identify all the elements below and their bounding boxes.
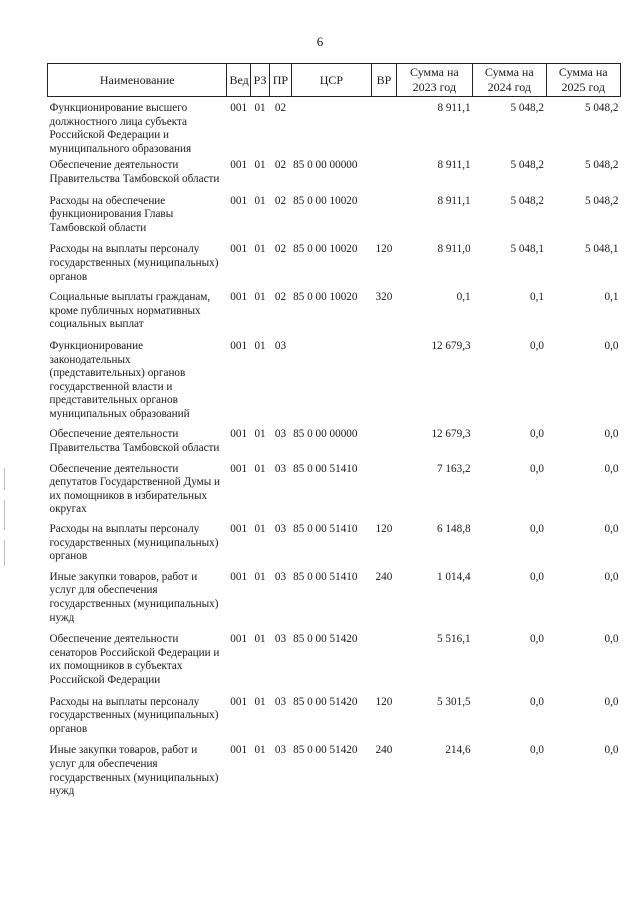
row-sum-2024: 0,0: [530, 462, 544, 475]
row-csr: 85 0 00 51420: [293, 744, 358, 757]
header-sum-2023: Сумма на 2023 год: [396, 64, 472, 97]
row-sum-2025: 5 048,2: [584, 102, 619, 114]
row-vr: 120: [375, 695, 393, 708]
row-ved: 001: [230, 744, 248, 757]
row-ved: 001: [230, 523, 248, 536]
row-sum-2025: 0,1: [604, 291, 619, 304]
row-name: Обеспечение деятельности Правительства Тамбовской области: [49, 428, 220, 455]
table-row: [48, 517, 621, 564]
row-name: Расходы на выплаты персоналу государственных (муниципальных) органов: [49, 243, 219, 283]
row-ved: 001: [230, 633, 248, 646]
table-row: [48, 156, 621, 186]
table-row: [48, 332, 621, 422]
row-sum-2025: 0,0: [604, 695, 619, 708]
row-pr: 02: [274, 102, 287, 114]
row-sum-2025: 0,0: [604, 633, 619, 646]
row-name: Расходы на выплаты персоналу государственных (муниципальных) органов: [49, 523, 219, 563]
row-sum-2023: 6 148,8: [437, 523, 471, 536]
row-vr: 120: [375, 243, 393, 256]
row-ved: 001: [230, 159, 248, 172]
row-ved: 001: [230, 428, 248, 441]
row-vr: [372, 156, 396, 186]
row-rz: 01: [254, 695, 266, 708]
table-row: [48, 235, 621, 284]
row-name: Функционирование высшего должностного лица субъекта Российской Федерации и муниципального образования: [49, 102, 192, 155]
row-name: Иные закупки товаров, работ и услуг для обеспечения государственных (муниципальных) нужд: [49, 744, 219, 798]
row-sum-2024: 0,0: [530, 523, 544, 536]
row-rz: 01: [254, 102, 266, 114]
row-sum-2024: 5 048,2: [510, 194, 544, 207]
row-rz: 01: [254, 339, 266, 352]
row-name: Расходы на выплаты персоналу государственных (муниципальных) органов: [49, 695, 219, 735]
row-csr: 85 0 00 51420: [293, 633, 358, 646]
row-sum-2023: 12 679,3: [431, 339, 471, 352]
table-row: [48, 564, 621, 625]
budget-table: [47, 63, 621, 799]
row-vr: [372, 332, 396, 422]
table-row: [48, 688, 621, 737]
row-csr: 85 0 00 51410: [293, 570, 358, 583]
row-vr: [372, 625, 396, 687]
table-row: [48, 736, 621, 798]
header-vr: ВР: [372, 64, 396, 97]
row-sum-2024: 5 048,1: [510, 243, 544, 256]
row-vr: [372, 421, 396, 455]
row-sum-2023: 8 911,1: [437, 194, 471, 207]
margin-scan-mark: [4, 468, 5, 490]
row-sum-2025: 5 048,2: [584, 159, 619, 172]
row-pr: 02: [274, 291, 287, 304]
row-pr: 03: [274, 633, 287, 646]
row-rz: 01: [254, 570, 266, 583]
header-pr: ПР: [270, 64, 291, 97]
row-sum-2024: 0,0: [530, 695, 544, 708]
row-sum-2023: 8 911,1: [437, 102, 471, 114]
header-csr: ЦСР: [291, 64, 372, 97]
row-sum-2024: 0,1: [530, 291, 544, 304]
row-csr: 85 0 00 51410: [293, 462, 358, 475]
row-name: Расходы на обеспечение функционирования Главы Тамбовской области: [49, 194, 174, 234]
row-sum-2025: 0,0: [604, 523, 619, 536]
row-rz: 01: [254, 159, 266, 172]
row-name: Иные закупки товаров, работ и услуг для обеспечения государственных (муниципальных) нужд: [49, 570, 219, 624]
table-header-row: [48, 64, 621, 97]
row-rz: 01: [254, 428, 266, 441]
row-csr: 85 0 00 10020: [293, 291, 358, 304]
row-ved: 001: [230, 194, 248, 207]
row-rz: 01: [254, 291, 266, 304]
row-ved: 001: [230, 462, 248, 475]
header-ved: Вед: [227, 64, 250, 97]
row-sum-2025: 5 048,1: [584, 243, 619, 256]
header-rz: РЗ: [250, 64, 269, 97]
row-name: Функционирование законодательных (представительных) органов государственной власти и представительных органов муниципальных образований: [49, 339, 190, 420]
row-sum-2023: 8 911,0: [437, 243, 471, 256]
row-rz: 01: [254, 633, 266, 646]
row-sum-2024: 0,0: [530, 339, 544, 352]
margin-scan-mark: [4, 540, 5, 566]
row-vr: 120: [375, 523, 393, 536]
row-sum-2025: 5 048,2: [584, 194, 619, 207]
row-rz: 01: [254, 194, 266, 207]
table-row: [48, 421, 621, 455]
row-sum-2023: 5 516,1: [437, 633, 471, 646]
row-sum-2023: 1 014,4: [437, 570, 471, 583]
row-sum-2025: 0,0: [604, 428, 619, 441]
row-pr: 03: [274, 695, 287, 708]
table-row: [48, 97, 621, 157]
row-sum-2025: 0,0: [604, 744, 619, 757]
row-pr: 03: [274, 570, 287, 583]
row-sum-2024: 0,0: [530, 744, 544, 757]
header-sum-2025: Сумма на 2025 год: [546, 64, 621, 97]
row-sum-2025: 0,0: [604, 570, 619, 583]
row-name: Социальные выплаты гражданам, кроме публичных нормативных социальных выплат: [49, 291, 211, 331]
row-vr: [372, 97, 396, 157]
row-sum-2024: 0,0: [530, 428, 544, 441]
row-sum-2025: 0,0: [604, 339, 619, 352]
row-csr: 85 0 00 00000: [293, 159, 358, 172]
row-ved: 001: [230, 570, 248, 583]
row-rz: 01: [254, 744, 266, 757]
row-sum-2023: 0,1: [456, 291, 471, 304]
row-ved: 001: [230, 243, 248, 256]
row-csr: 85 0 00 51420: [293, 695, 358, 708]
header-name: Наименование: [48, 64, 227, 97]
row-csr: 85 0 00 10020: [293, 243, 358, 256]
row-csr: [291, 97, 372, 157]
header-sum-2024: Сумма на 2024 год: [473, 64, 546, 97]
row-csr: 85 0 00 00000: [293, 428, 358, 441]
row-vr: 240: [375, 744, 393, 757]
row-pr: 03: [274, 428, 287, 441]
row-ved: 001: [230, 291, 248, 304]
row-rz: 01: [254, 462, 266, 475]
row-vr: 320: [375, 291, 393, 304]
table-row: [48, 187, 621, 236]
margin-scan-mark: [4, 500, 5, 530]
row-rz: 01: [254, 243, 266, 256]
row-sum-2024: 0,0: [530, 633, 544, 646]
row-csr: 85 0 00 51410: [293, 523, 358, 536]
row-csr: [291, 332, 372, 422]
row-ved: 001: [230, 695, 248, 708]
table-row: [48, 625, 621, 687]
row-sum-2023: 5 301,5: [437, 695, 471, 708]
row-sum-2023: 214,6: [445, 744, 471, 757]
table-row: [48, 284, 621, 332]
row-sum-2024: 5 048,2: [510, 159, 544, 172]
row-ved: 001: [230, 339, 248, 352]
row-pr: 03: [274, 462, 287, 475]
row-sum-2023: 8 911,1: [437, 159, 471, 172]
row-rz: 01: [254, 523, 266, 536]
row-vr: [372, 187, 396, 236]
row-vr: [372, 456, 396, 517]
row-pr: 02: [274, 159, 287, 172]
row-vr: 240: [375, 570, 393, 583]
row-name: Обеспечение деятельности депутатов Государственной Думы и их помощников в избирательных округах: [49, 462, 221, 516]
row-pr: 03: [274, 744, 287, 757]
page-number: 6: [316, 34, 324, 49]
row-name: Обеспечение деятельности Правительства Тамбовской области: [49, 159, 220, 185]
row-sum-2023: 7 163,2: [437, 462, 471, 475]
row-sum-2025: 0,0: [604, 462, 619, 475]
row-pr: 02: [274, 194, 287, 207]
row-sum-2024: 0,0: [530, 570, 544, 583]
table-row: [48, 456, 621, 517]
row-pr: 03: [274, 523, 287, 536]
row-ved: 001: [230, 102, 248, 114]
row-csr: 85 0 00 10020: [293, 194, 358, 207]
row-sum-2023: 12 679,3: [431, 428, 471, 441]
row-pr: 02: [274, 243, 287, 256]
row-sum-2024: 5 048,2: [510, 102, 544, 114]
row-pr: 03: [274, 339, 287, 352]
row-name: Обеспечение деятельности сенаторов Российской Федерации и их помощников в субъектах Российской Федерации: [49, 633, 220, 686]
